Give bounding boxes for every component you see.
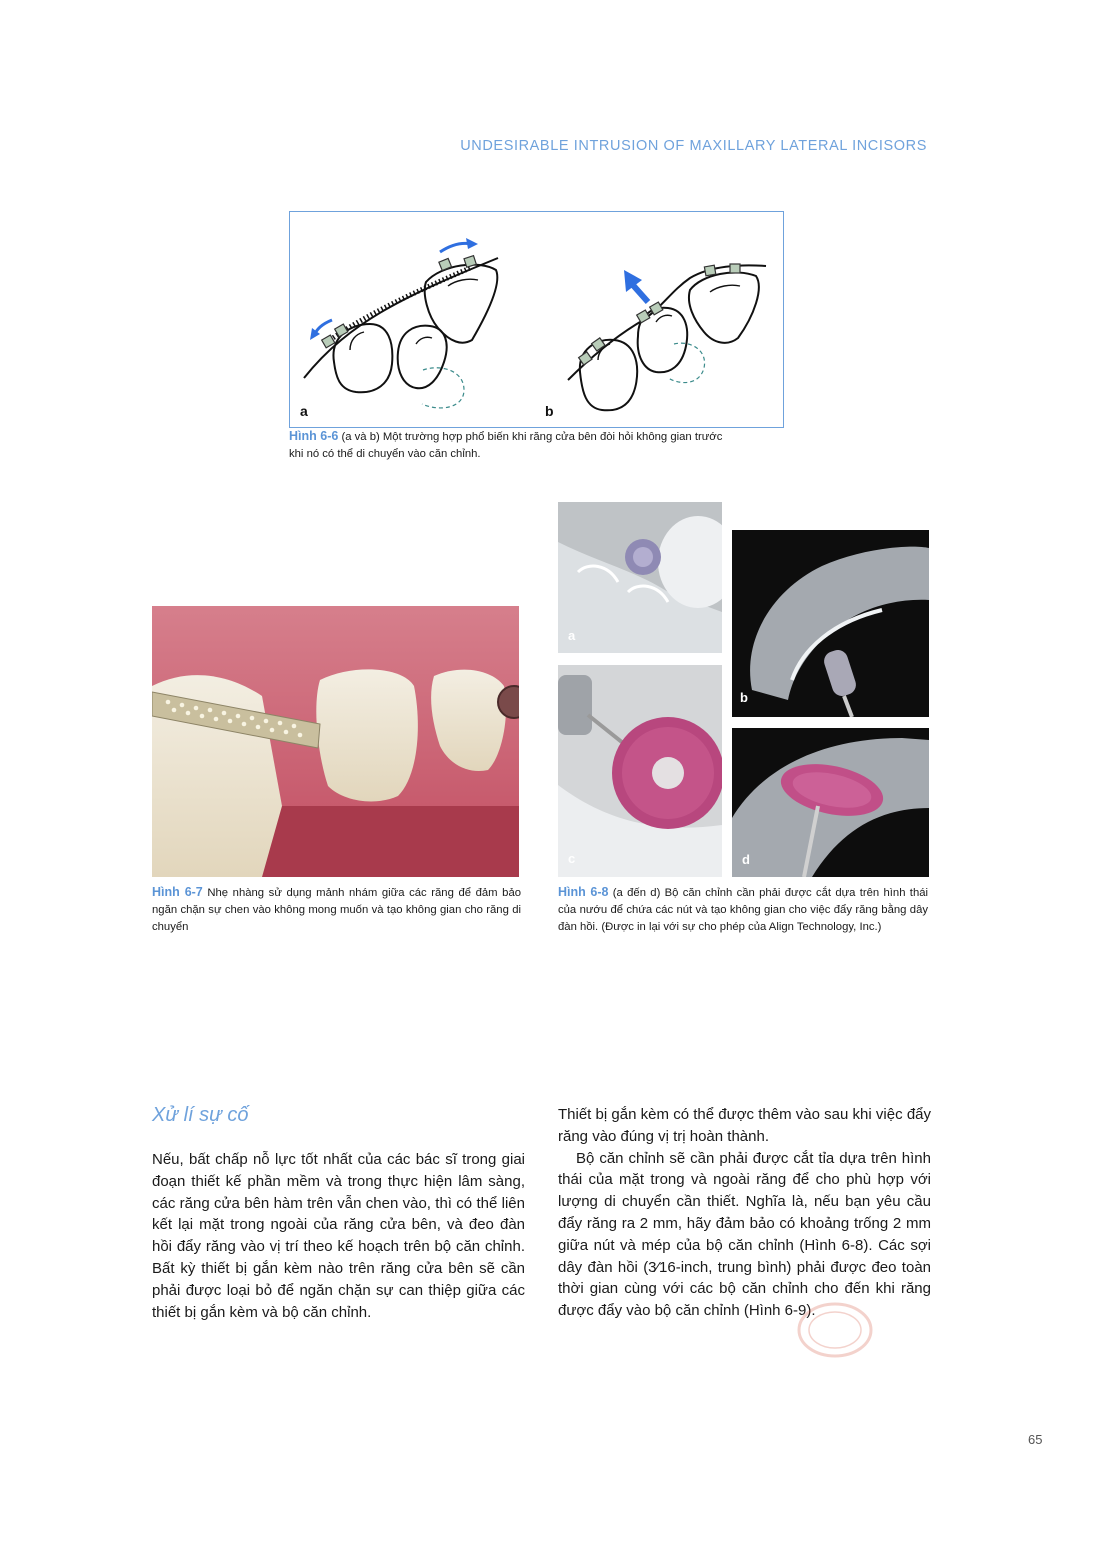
figure-label: Hình 6-7 <box>152 885 203 899</box>
panel-label-c: c <box>568 851 576 866</box>
figure-6-8d-photo <box>732 728 929 877</box>
figure-6-8-caption <box>558 884 928 936</box>
figure-label: Hình 6-8 <box>558 885 609 899</box>
figure-label: Hình 6-6 <box>289 429 339 443</box>
caption-text: Nhẹ nhàng sử dụng mảnh nhám giữa các răng để đảm bảo ngăn chặn sự chen vào không mong muốn và tạo không gian cho răng di chuyển <box>152 887 522 933</box>
panel-label-a: a <box>300 403 308 419</box>
left-column <box>152 1149 525 1323</box>
section-heading: Xử lí sự cố <box>152 1104 249 1126</box>
figure-6-6-diagram <box>289 211 784 428</box>
tooth-diagram <box>290 212 785 429</box>
paragraph: Thiết bị gắn kèm có thể được thêm vào sau khi việc đẩy răng vào đúng vị trị hoàn thành. <box>558 1106 931 1145</box>
brackets-b <box>579 264 740 365</box>
figure-6-7-photo <box>152 606 519 877</box>
figure-6-8b-photo <box>732 530 929 717</box>
right-column <box>558 1104 931 1322</box>
caption-text: (a đến d) Bộ căn chỉnh cần phải được cắt dựa trên hình thái của nướu để chứa các nút và tạo không gian cho việc đẩy răng bằng dây đàn hồi. (Được in lại với sự cho phép của Align Technology, Inc.) <box>558 887 929 933</box>
watermark-stamp <box>795 1300 875 1360</box>
figure-6-8a-photo <box>558 502 722 653</box>
panel-label-b: b <box>740 690 748 705</box>
arrow-icon <box>632 284 648 302</box>
figure-6-8c-photo <box>558 665 722 877</box>
caption-text: (a và b) Một trường hợp phổ biến khi răng cửa bên đòi hỏi không gian trước <box>341 431 723 443</box>
panel-label-a: a <box>568 628 576 643</box>
caption-text-line2: khi nó có thể di chuyển vào căn chỉnh. <box>289 448 481 460</box>
panel-b-drawing <box>568 265 766 410</box>
arrow-head-icon <box>466 238 478 249</box>
page-number: 65 <box>1028 1432 1043 1447</box>
running-head: UNDESIRABLE INTRUSION OF MAXILLARY LATERAL INCISORS <box>460 138 927 154</box>
figure-6-6-caption <box>289 428 789 463</box>
panel-label-d: d <box>742 852 750 867</box>
dashed-circle-a <box>422 368 464 408</box>
paragraph: Nếu, bất chấp nỗ lực tốt nhất của các bác sĩ trong giai đoạn thiết kế phần mềm và trong thực hiện lâm sàng, các răng cửa bên hàm trên vẫn chen vào, thì có thể liên kết lại mặt trong ngoài của răng cửa bên, và đeo đàn hồi đẩy răng vào vị trí theo kế hoạch trên bộ căn chỉnh. Bất kỳ thiết bị gắn kèm nào trên răng cửa bên sẽ cần phải được loại bỏ để ngăn chặn sự can thiệp giữa các thiết bị gắn kèm và bộ căn chỉnh. <box>152 1151 525 1321</box>
paragraph: Bộ căn chỉnh sẽ cần phải được cắt tỉa dựa trên hình thái của mặt trong và ngoài răng để cho phù hợp với lượng di chuyển cần thiết. Nghĩa là, nếu bạn yêu cầu đẩy răng ra 2 mm, hãy đảm bảo có khoảng trống 2 mm giữa nút và mép của bộ căn chỉnh (Hình 6-8). Các sợi dây đàn hồi (3⁄16-inch, trung bình) phải được đeo toàn thời gian cùng với các bộ căn chỉnh cho đến khi răng được đẩy vào bộ căn chỉnh (Hình 6-9). <box>558 1149 931 1320</box>
panel-a-drawing <box>304 258 498 392</box>
figure-6-7-caption <box>152 884 521 936</box>
arrow-icon <box>314 243 472 336</box>
panel-label-b: b <box>545 403 554 419</box>
